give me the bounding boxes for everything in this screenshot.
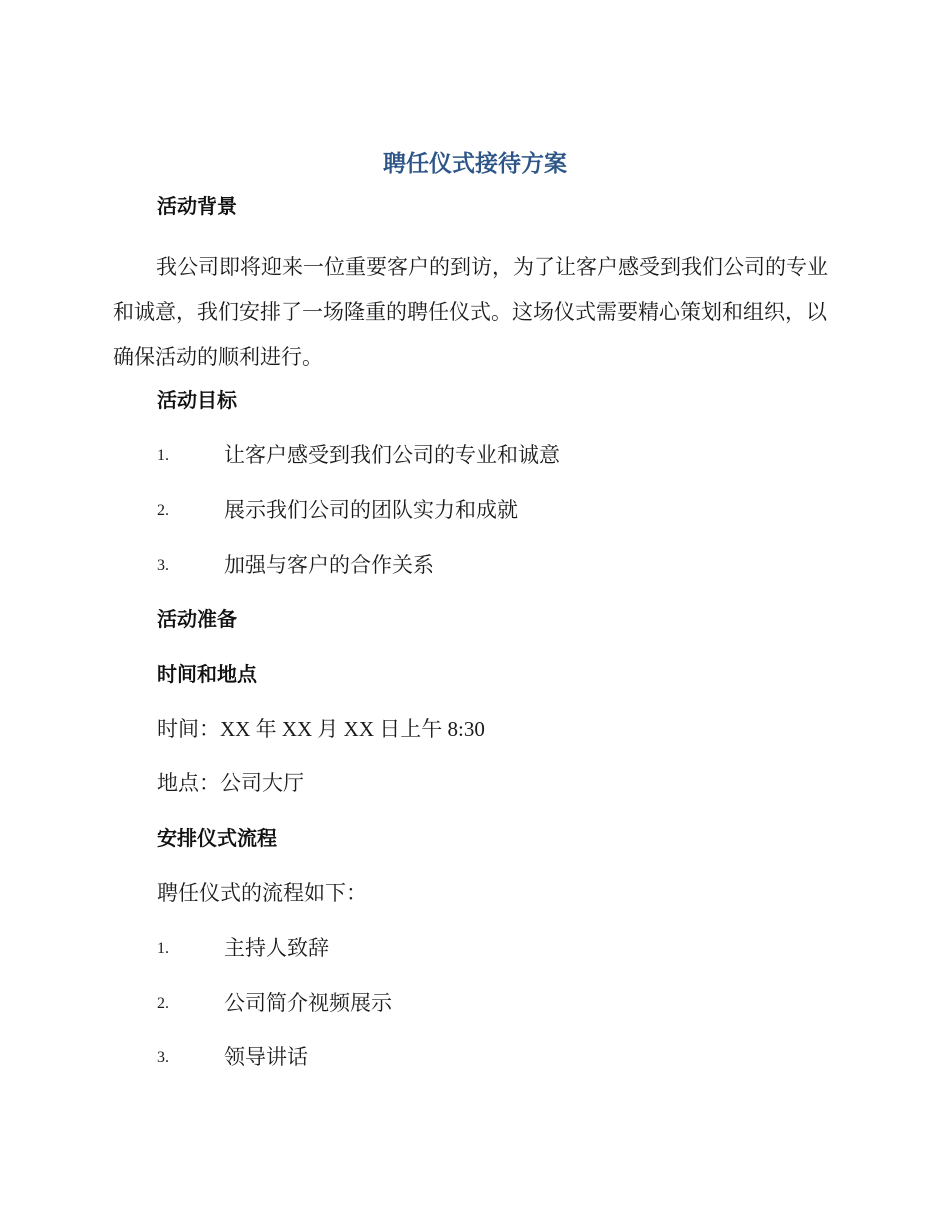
list-text: 让客户感受到我们公司的专业和诚意 (224, 443, 560, 467)
list-number: 1. (157, 447, 169, 464)
list-number: 2. (157, 995, 169, 1012)
list-text: 领导讲话 (224, 1045, 308, 1069)
time-line: 时间：XX 年 XX 月 XX 日上午 8:30 (157, 717, 485, 741)
background-paragraph: 我公司即将迎来一位重要客户的到访，为了让客户感受到我们公司的专业和诚意，我们安排了一场隆重的聘任仪式。这场仪式需要精心策划和组织，以确保活动的顺利进行。 (113, 255, 828, 369)
list-text: 公司简介视频展示 (224, 991, 392, 1015)
place-line: 地点：公司大厅 (157, 771, 304, 795)
list-text: 加强与客户的合作关系 (224, 553, 434, 577)
list-number: 1. (157, 940, 169, 957)
process-intro: 聘任仪式的流程如下： (157, 881, 367, 905)
list-number: 2. (157, 502, 169, 519)
list-number: 3. (157, 557, 169, 574)
list-number: 3. (157, 1049, 169, 1066)
heading-goals: 活动目标 (157, 388, 237, 412)
document-title: 聘任仪式接待方案 (383, 151, 567, 177)
list-text: 主持人致辞 (224, 936, 329, 960)
list-text: 展示我们公司的团队实力和成就 (224, 498, 518, 522)
heading-process: 安排仪式流程 (157, 826, 277, 850)
heading-time-place: 时间和地点 (157, 662, 257, 686)
heading-background: 活动背景 (157, 194, 237, 218)
heading-preparation: 活动准备 (157, 607, 237, 631)
